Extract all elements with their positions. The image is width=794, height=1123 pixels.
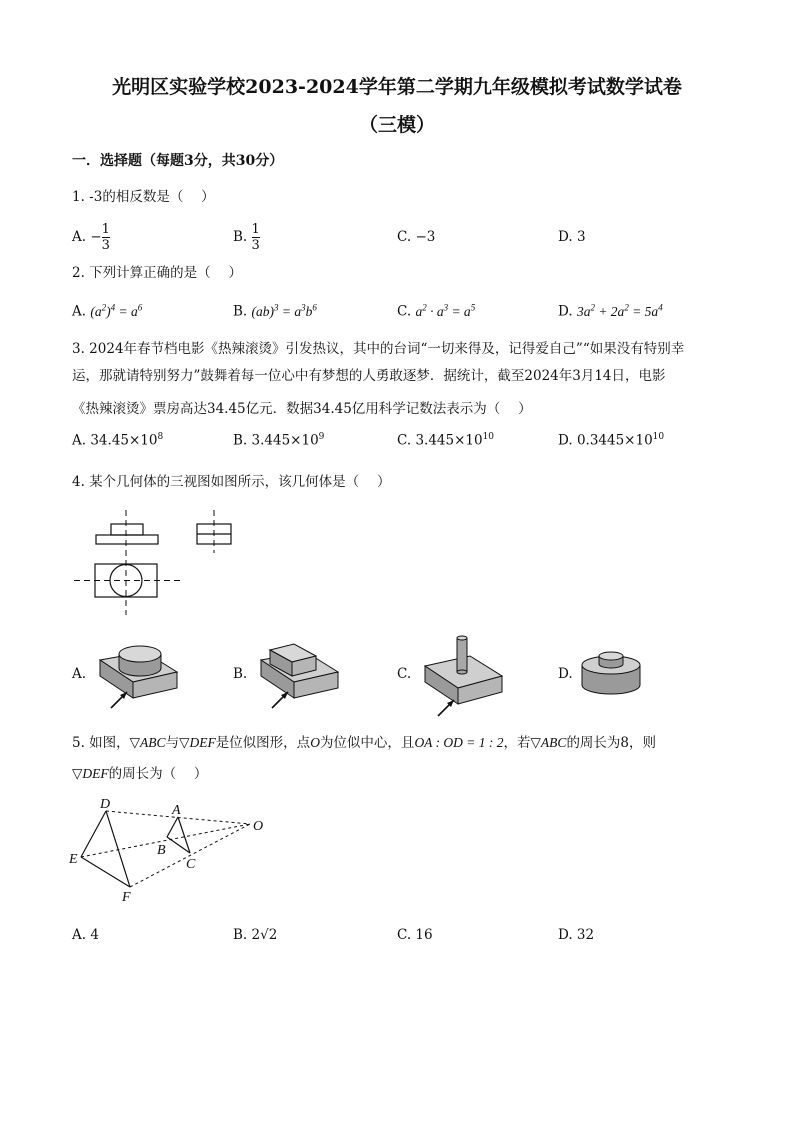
numerator: 1	[251, 222, 260, 237]
option-label: B.	[233, 303, 248, 320]
minus-sign: −	[90, 229, 102, 245]
q4-stem: 4. 某个几何体的三视图如图所示，该几何体是（ ）	[72, 474, 391, 490]
section-heading: 一．选择题（每题3分，共30分）	[72, 153, 284, 169]
exam-title: 光明区实验学校2023-2024学年第二学期九年级模拟考试数学试卷	[112, 76, 682, 98]
option-expression: $(a^2)^4 = a^6$	[90, 302, 143, 319]
point-o: O	[310, 735, 320, 750]
ratio: OA : OD = 1 : 2	[414, 735, 504, 750]
q3-stem-line2: 运，那就请特别努力”鼓舞着每一位心中有梦想的人勇敢逐梦．据统计，截至2024年3月14日，电影	[72, 368, 666, 384]
option-value: 3.445×10	[251, 432, 319, 449]
label-e: E	[69, 852, 78, 867]
q5-option-d[interactable]: D. 32	[558, 927, 595, 943]
option-value: 2√2	[251, 927, 278, 943]
option-label: C.	[397, 303, 412, 320]
label-d: D	[100, 797, 111, 812]
q4-option-b-figure	[256, 632, 346, 712]
q2-option-a[interactable]	[72, 302, 142, 320]
text: 5. 如图，	[72, 735, 130, 751]
text: 的周长为（ ）	[108, 766, 208, 782]
option-label: D.	[558, 303, 573, 320]
text: 为位似中心，且	[319, 735, 415, 751]
q5-option-c[interactable]: C. 16	[397, 927, 433, 943]
triangle-abc: ▽ABC	[530, 735, 567, 750]
q3-stem-line3: 《热辣滚烫》票房高达34.45亿元．数据34.45亿用科学记数法表示为（ ）	[72, 401, 532, 417]
triangle-def: ▽DEF	[179, 735, 216, 750]
triangle-abc: ▽ABC	[129, 735, 166, 750]
q1-option-d[interactable]	[558, 229, 586, 245]
denominator: 3	[101, 238, 110, 253]
option-value: 34.45×10	[90, 432, 158, 449]
option-label: D.	[558, 229, 573, 245]
option-expression: $(ab)^3 = a^3b^6$	[251, 302, 317, 319]
option-label: B.	[233, 927, 248, 943]
q3-option-b[interactable]	[233, 432, 324, 449]
option-expression: $3a^2 + 2a^2 = 5a^4$	[576, 302, 663, 319]
exponent: 10	[652, 432, 665, 442]
option-label: D.	[558, 432, 573, 449]
text: 的周长为8，则	[566, 735, 657, 751]
option-label: A.	[72, 432, 87, 449]
option-label: A.	[72, 229, 87, 245]
label-c: C	[186, 857, 196, 872]
q2-option-d[interactable]	[558, 302, 663, 320]
q1-option-c[interactable]	[397, 229, 435, 245]
q3-option-d[interactable]	[558, 432, 664, 449]
q4-option-a-label[interactable]: A.	[72, 666, 87, 682]
exponent: 10	[482, 432, 495, 442]
exponent: 8	[157, 432, 164, 442]
label-o: O	[253, 819, 264, 834]
q1-option-a[interactable]	[72, 222, 110, 253]
denominator: 3	[251, 238, 260, 253]
fraction	[102, 222, 110, 253]
q2-stem: 2. 下列计算正确的是（ ）	[72, 265, 242, 281]
three-view-diagram	[70, 505, 260, 620]
label-f: F	[122, 890, 131, 905]
q4-option-b-label[interactable]: B.	[233, 666, 248, 682]
q4-option-c-figure	[420, 630, 510, 720]
option-label: A.	[72, 303, 87, 320]
q5-option-a[interactable]: A. 4	[72, 927, 99, 943]
q5-stem-line2	[72, 760, 727, 788]
q1-stem: 1. -3的相反数是（ ）	[72, 189, 215, 205]
q1-option-b[interactable]	[233, 222, 260, 253]
option-value: 0.3445×10	[576, 432, 653, 449]
label-a: A	[172, 803, 181, 818]
label-b: B	[157, 843, 166, 858]
option-expression: $a^2 \cdot a^3 = a^5$	[415, 302, 476, 319]
q3-option-a[interactable]	[72, 432, 163, 449]
option-value: −3	[415, 229, 436, 245]
q4-option-d-label[interactable]: D.	[558, 666, 573, 682]
triangle-def: ▽DEF	[72, 766, 109, 781]
q4-option-a-figure	[95, 632, 185, 712]
exam-subtitle: （三模）	[358, 114, 435, 136]
numerator: 1	[101, 222, 110, 237]
q2-option-c[interactable]	[397, 302, 475, 320]
exponent: 9	[318, 432, 325, 442]
q3-option-c[interactable]	[397, 432, 494, 449]
q3-stem-line1: 3. 2024年春节档电影《热辣滚烫》引发热议，其中的台词“一切来得及，记得爱自己”“如果没有特别幸	[72, 341, 685, 357]
fraction	[252, 222, 260, 253]
option-label: C.	[397, 432, 412, 449]
q4-option-c-label[interactable]: C.	[397, 666, 412, 682]
q5-option-b[interactable]	[233, 927, 277, 943]
q4-option-d-figure	[578, 645, 648, 700]
q5-stem-line1	[72, 729, 727, 757]
option-label: B.	[233, 432, 248, 449]
homothety-diagram	[68, 795, 278, 907]
text: 与	[165, 735, 180, 751]
q2-option-b[interactable]	[233, 302, 317, 320]
option-label: C.	[397, 229, 412, 245]
option-label: B.	[233, 229, 248, 245]
text: 是位似图形，点	[215, 735, 311, 751]
option-value: 3	[576, 229, 586, 245]
text: ，若	[503, 735, 531, 751]
option-value: 3.445×10	[415, 432, 483, 449]
